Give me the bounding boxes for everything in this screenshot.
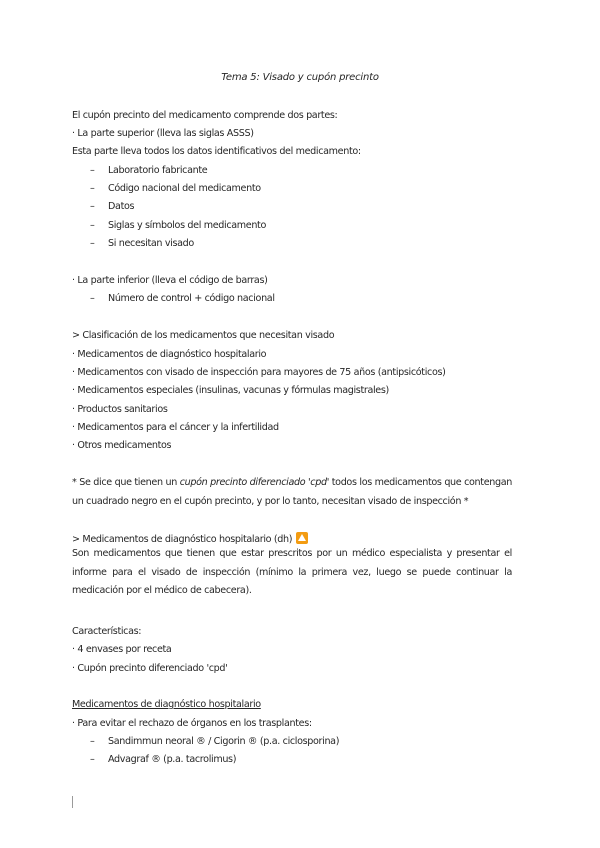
dh-heading: > Medicamentos de diagnóstico hospitalario (dh) <box>72 532 308 546</box>
list-dash: – <box>90 220 95 231</box>
upper-list-item <box>90 220 266 232</box>
list-dash: – <box>90 201 95 212</box>
intro-text: El cupón precinto del medicamento comprende dos partes: <box>72 110 338 121</box>
list-item-text: Advagraf ® (p.a. tacrolimus) <box>108 754 237 765</box>
upper-list-item <box>90 165 207 177</box>
lower-list-item <box>90 293 275 305</box>
classification-item: · Medicamentos con visado de inspección para mayores de 75 años (antipsicóticos) <box>72 367 446 378</box>
warning-icon <box>296 532 308 544</box>
list-dash: – <box>90 238 95 249</box>
characteristics-item: · 4 envases por receta <box>72 644 172 655</box>
list-dash: – <box>90 736 95 747</box>
lower-part-label: · La parte inferior (lleva el código de barras) <box>72 275 268 286</box>
page-margin-mark <box>72 796 73 808</box>
classification-heading: > Clasificación de los medicamentos que necesitan visado <box>72 330 335 341</box>
upper-list-item <box>90 201 134 213</box>
list-dash: – <box>90 293 95 304</box>
classification-item: · Medicamentos especiales (insulinas, vacunas y fórmulas magistrales) <box>72 385 389 396</box>
characteristics-heading: Características: <box>72 626 142 637</box>
list-dash: – <box>90 165 95 176</box>
transplant-list-item <box>90 754 236 766</box>
page-title: Tema 5: Visado y cupón precinto <box>221 72 379 83</box>
list-item-text: Datos <box>108 201 135 212</box>
cpd-note: * Se dice que tienen un cupón precinto diferenciado 'cpd' todos los medicamentos que contengan un cuadrado negro en el cupón precinto, y por lo tanto, necesitan visado de inspección * <box>72 477 512 507</box>
list-dash: – <box>90 183 95 194</box>
characteristics-item: · Cupón precinto diferenciado 'cpd' <box>72 663 228 674</box>
classification-item: · Productos sanitarios <box>72 404 168 415</box>
list-dash: – <box>90 754 95 765</box>
upper-list-item <box>90 238 194 250</box>
transplant-intro: · Para evitar el rechazo de órganos en los trasplantes: <box>72 718 312 729</box>
list-item-text: Siglas y símbolos del medicamento <box>108 220 266 231</box>
list-item-text: Código nacional del medicamento <box>108 183 261 194</box>
section-heading: Medicamentos de diagnóstico hospitalario <box>72 699 261 710</box>
list-item-text: Sandimmun neoral ® / Cigorin ® (p.a. ciclosporina) <box>108 736 340 747</box>
list-item-text: Si necesitan visado <box>108 238 194 249</box>
classification-item: · Medicamentos para el cáncer y la infertilidad <box>72 422 279 433</box>
transplant-list-item <box>90 736 339 748</box>
upper-part-label: · La parte superior (lleva las siglas ASSS) <box>72 128 254 139</box>
classification-item: · Medicamentos de diagnóstico hospitalario <box>72 349 267 360</box>
list-item-text: Laboratorio fabricante <box>108 165 208 176</box>
upper-part-description: Esta parte lleva todos los datos identificativos del medicamento: <box>72 146 361 157</box>
upper-list-item <box>90 183 261 195</box>
list-item-text: Número de control + código nacional <box>108 293 275 304</box>
dh-paragraph: Son medicamentos que tienen que estar prescritos por un médico especialista y presentar el informe para el visado de inspección (mínimo la primera vez, luego se puede continuar la medicación por el médico de cabecera). <box>72 548 512 596</box>
classification-item: · Otros medicamentos <box>72 440 172 451</box>
cpd-term: cupón precinto diferenciado 'cpd' <box>179 477 329 488</box>
